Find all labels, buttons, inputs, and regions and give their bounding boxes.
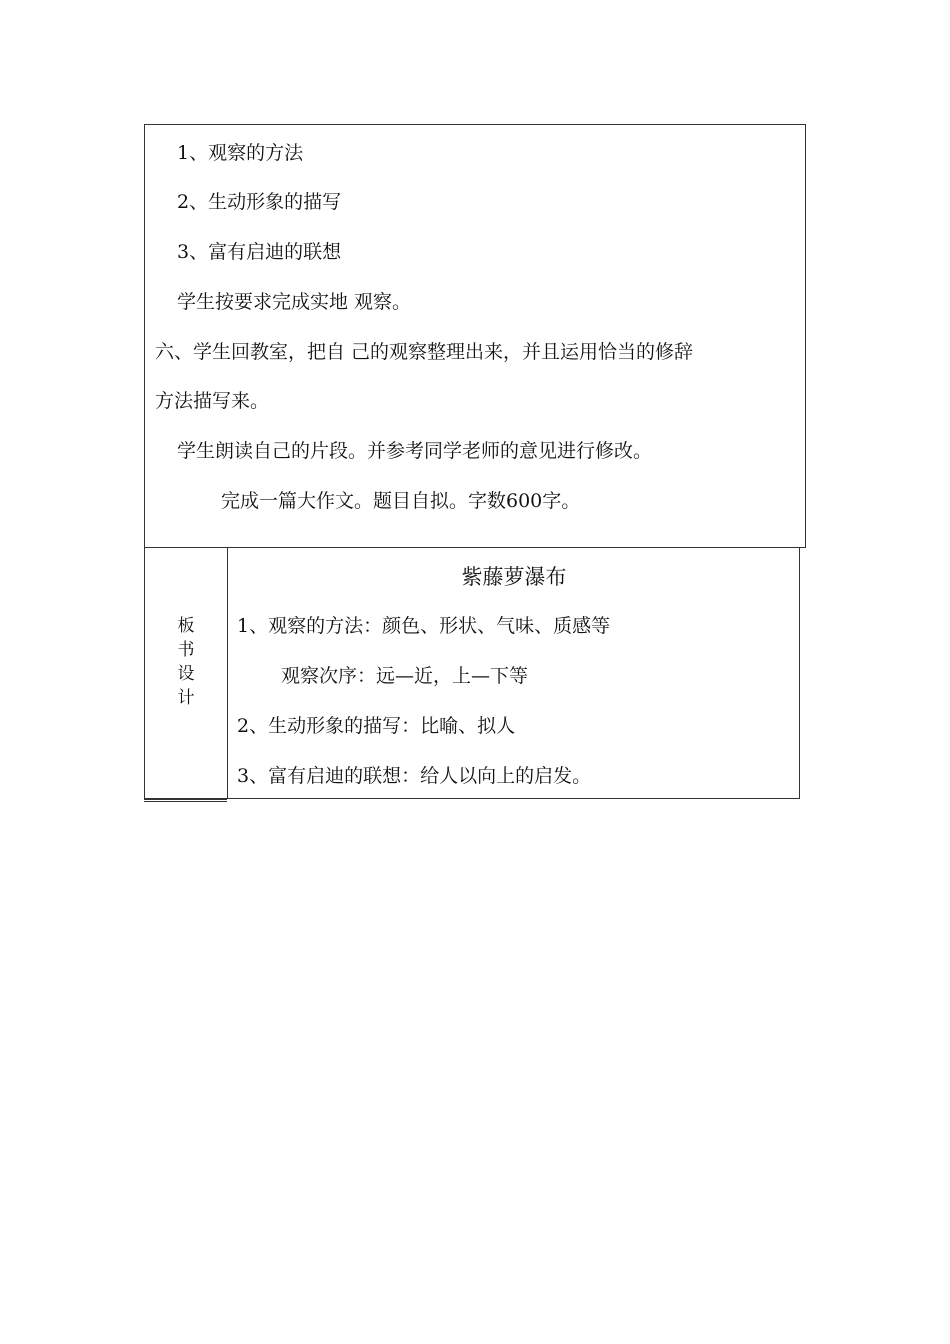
label-char-2: 书 xyxy=(177,640,195,660)
label-char-1: 板 xyxy=(177,616,195,636)
label-char-3: 设 xyxy=(177,664,195,684)
board-design-label xyxy=(145,548,227,798)
board-title: 紫藤萝瀑布 xyxy=(461,565,567,589)
step-line-7: 学生朗读自己的片段。并参考同学老师的意见进行修改。 xyxy=(177,440,653,462)
board-line-3: 2、生动形象的描写：比喻、拟人 xyxy=(237,715,516,737)
step-line-6: 方法描写来。 xyxy=(155,390,270,412)
step-line-2: 2、生动形象的描写 xyxy=(177,191,342,213)
board-line-1: 1、观察的方法：颜色、形状、气味、质感等 xyxy=(237,615,611,637)
step-line-4: 学生按要求完成实地 观察。 xyxy=(177,291,412,313)
board-line-4: 3、富有启迪的联想：给人以向上的启发。 xyxy=(237,765,592,787)
board-design-box xyxy=(144,548,800,799)
double-rule xyxy=(144,799,227,802)
step-line-3: 3、富有启迪的联想 xyxy=(177,241,342,263)
step-line-5: 六、学生回教室，把自 己的观察整理出来，并且运用恰当的修辞 xyxy=(155,341,694,363)
lesson-steps-box xyxy=(144,124,806,548)
board-line-2: 观察次序：远—近，上—下等 xyxy=(281,665,529,687)
label-char-4: 计 xyxy=(177,688,195,708)
step-line-8: 完成一篇大作文。题目自拟。字数600字。 xyxy=(221,490,581,512)
step-line-1: 1、观察的方法 xyxy=(177,142,304,164)
